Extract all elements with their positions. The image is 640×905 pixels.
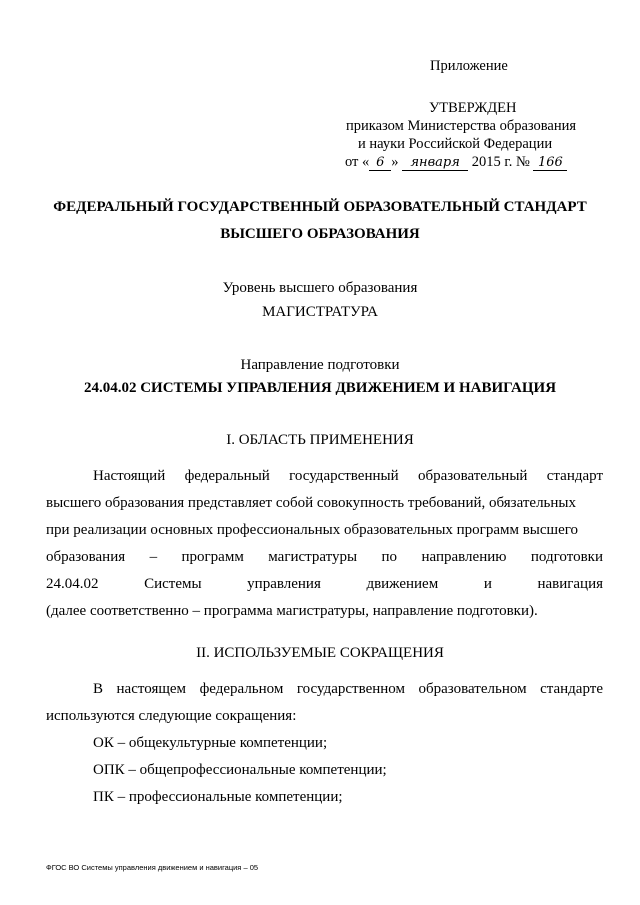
section-2-heading: II. ИСПОЛЬЗУЕМЫЕ СОКРАЩЕНИЯ: [196, 645, 444, 661]
section-2-intro-line-1: [93, 681, 603, 698]
word: настоящем: [116, 681, 187, 697]
order-number-handwritten: 166: [533, 156, 567, 171]
direction-value: 24.04.02 СИСТЕМЫ УПРАВЛЕНИЯ ДВИЖЕНИЕМ И НАВИГАЦИЯ: [83, 380, 557, 396]
section-2-intro-line-2: используются следующие сокращения:: [46, 708, 297, 724]
word: 24.04.02: [46, 576, 99, 592]
direction-label: Направление подготовки: [240, 357, 400, 373]
word: федеральный: [184, 468, 270, 484]
appendix-label: Приложение: [430, 58, 508, 74]
word: подготовки: [530, 549, 603, 565]
education-level-label: Уровень высшего образования: [222, 280, 418, 296]
word: –: [149, 549, 158, 565]
word: и: [483, 576, 492, 592]
standard-title-line-2: ВЫСШЕГО ОБРАЗОВАНИЯ: [220, 226, 420, 242]
word: стандарте: [540, 681, 603, 697]
word: образовательный: [417, 468, 528, 484]
word: федеральном: [199, 681, 284, 697]
section-1-line-4: [46, 549, 603, 566]
section-1-line-3: при реализации основных профессиональных образовательных программ высшего: [46, 522, 579, 538]
approved-label: УТВЕРЖДЕН: [429, 100, 517, 116]
date-prefix: от «: [345, 154, 370, 170]
section-1-heading: I. ОБЛАСТЬ ПРИМЕНЕНИЯ: [226, 432, 414, 448]
section-1-line-6: (далее соответственно – программа магистратуры, направление подготовки).: [46, 603, 538, 619]
word: направлению: [421, 549, 507, 565]
word: магистратуры: [268, 549, 358, 565]
section-1-line-2: высшего образования представляет собой совокупность требований, обязательных: [46, 495, 576, 511]
abbreviation-item-ok: ОК – общекультурные компетенции;: [93, 735, 328, 751]
word: навигация: [537, 576, 603, 592]
section-1-line-5: [46, 576, 603, 593]
standard-title-line-1: ФЕДЕРАЛЬНЫЙ ГОСУДАРСТВЕННЫЙ ОБРАЗОВАТЕЛЬНЫЙ СТАНДАРТ: [53, 199, 587, 215]
word: Настоящий: [93, 468, 166, 484]
word: Системы: [144, 576, 202, 592]
order-date-line: [345, 154, 567, 171]
word: государственный: [289, 468, 399, 484]
order-line-2: и науки Российской Федерации: [358, 136, 553, 152]
word: движением: [366, 576, 439, 592]
date-day-handwritten: 6: [369, 156, 391, 171]
page-footer: ФГОС ВО Системы управления движением и навигация – 05: [46, 863, 259, 872]
abbreviation-item-opk: ОПК – общепрофессиональные компетенции;: [93, 762, 387, 778]
word: образования: [46, 549, 126, 565]
date-year: 2015 г. №: [471, 154, 530, 170]
order-line-1: приказом Министерства образования: [346, 118, 577, 134]
word: управления: [247, 576, 321, 592]
abbreviation-item-pk: ПК – профессиональные компетенции;: [93, 789, 343, 805]
word: стандарт: [546, 468, 603, 484]
education-level-value: МАГИСТРАТУРА: [262, 304, 378, 320]
word: по: [381, 549, 398, 565]
word: программ: [181, 549, 244, 565]
word: В: [93, 681, 104, 697]
word: государственном: [296, 681, 405, 697]
date-month-handwritten: января: [402, 156, 468, 171]
date-quote-close: »: [391, 154, 399, 170]
section-1-line-1: [93, 468, 603, 485]
word: образовательном: [418, 681, 527, 697]
